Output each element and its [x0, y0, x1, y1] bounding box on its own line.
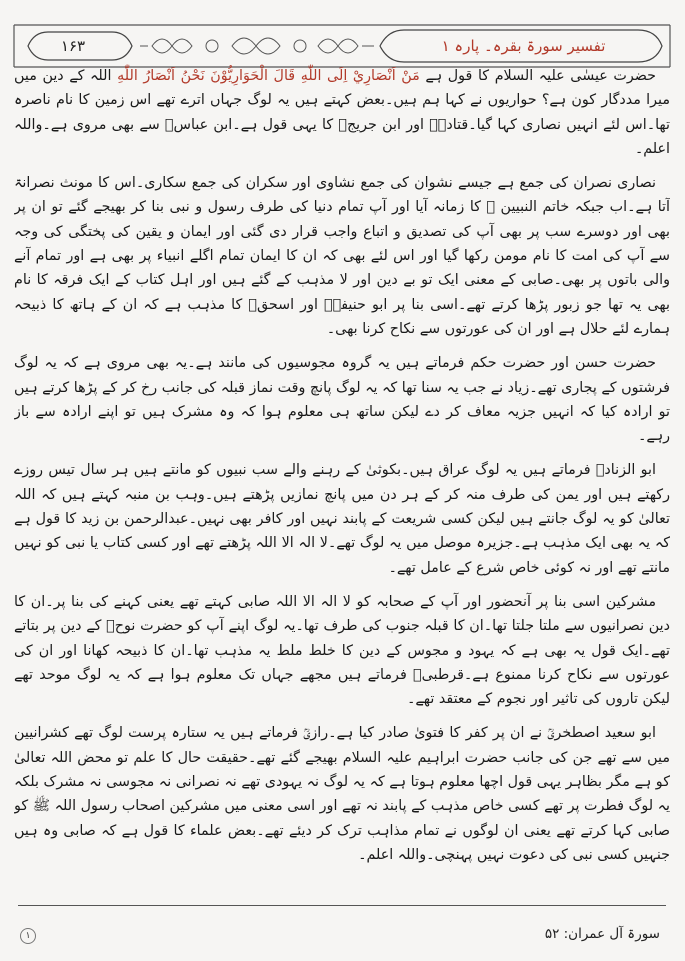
- paragraph-4: ابو الزنادؒ فرماتے ہیں یہ لوگ عراق ہیں۔بکوثیٰ کے رہنے والے سب نبیوں کو مانتے ہیں ہر سال تیس روزے رکھتے ہیں اور یمن کی طرف منہ کر کے ہر دن میں پانچ نمازیں پڑھتے ہیں۔وہب بن منبہ کہتے ہیں کہ اللہ تعالیٰ کو یہ لوگ جانتے ہیں لیکن کسی شریعت کے پابند نہیں اور کافر بھی نہیں۔عبدالرحمن بن زید کا قول ہے کہ یہ بھی ایک مذہب ہے۔جزیرہ موصل میں یہ لوگ تھے۔لا الہ الا اللہ پڑھتے تھے اور کسی کتاب یا نبی کو نہیں مانتے تھے اور نہ کوئی خاص شرع کے عامل تھے۔: [14, 462, 670, 576]
- paragraph-1: [14, 64, 670, 161]
- surah-title: تفسیر سورۃ بقرہ۔ پارہ ۱: [441, 37, 606, 55]
- footnote-reference: سورۃ آل عمران: ۵۲: [544, 926, 660, 942]
- paragraph-1-text-before: حضرت عیسٰی علیہ السلام کا قول ہے: [419, 68, 656, 84]
- page-number: ۱۶۳: [60, 37, 86, 55]
- paragraph-5: مشرکین اسی بنا پر آنحضور اور آپ کے صحابہ کو لا الہ الا اللہ صابی کہتے تھے یعنی کہنے کی بنا پر۔ان کا دین نصرانیوں سے ملتا جلتا تھا۔ان کا قبلہ جنوب کی طرف تھا۔یہ لوگ اپنے آپ کو حضرت نوحؑ کے دین پر بتاتے تھے۔ایک قول یہ بھی ہے کہ یہود و مجوس کے دین کا خلط ملط یہ مذہب تھا۔ان کا ذبیحہ کھانا اور ان کی عورتوں سے نکاح کرنا ممنوع ہے۔قرطبیؒ فرماتے ہیں مجھے جہاں تک معلوم ہوا ہے کہ یہ لوگ موحد تھے لیکن تاروں کی تاثیر اور نجوم کے معتقد تھے۔: [14, 593, 670, 708]
- paragraph-3: حضرت حسن اور حضرت حکم فرماتے ہیں یہ گروہ مجوسیوں کی مانند ہے۔یہ بھی مروی ہے کہ یہ لوگ فرشتوں کے پجاری تھے۔زیاد نے جب یہ سنا تھا کہ یہ لوگ پانچ وقت نماز قبلہ کی جانب رخ کر کے پڑھا کرتے ہیں تو ارادہ کیا کہ انہیں جزیہ معاف کر دے لیکن ساتھ ہی معلوم ہوا کہ وہ مشرک ہیں تو اپنے ارادہ سے باز رہے۔: [14, 355, 670, 445]
- footer-divider: [18, 905, 666, 906]
- quranic-verse: مَنْ اَنْصَارِيْ اِلَى اللّٰهِ قَالَ الْحَوَارِيُّوْنَ نَحْنُ اَنْصَارُ اللّٰهِ: [117, 68, 420, 84]
- footnote-marker: ۱: [20, 928, 36, 944]
- page-header: [12, 22, 672, 70]
- paragraph-6: ابو سعید اصطخریؒ نے ان پر کفر کا فتویٰ صادر کیا ہے۔رازیؒ فرماتے ہیں یہ ستارہ پرست لوگ تھے کشرانیین میں سے تھے جن کی جانب حضرت ابراہیم علیہ السلام بھیجے گئے تھے۔حقیقت حال کا علم تو محض اللہ تعالیٰ کو ہے مگر بظاہر یہی قول اچھا معلوم ہوتا ہے کہ یہ لوگ نہ یہودی تھے نہ نصرانی نہ مجوسی نہ مشرک بلکہ یہ لوگ فطرت پر تھے کسی خاص مذہب کے پابند نہ تھے اور اسی معنی میں مشرکین اصحاب رسول اللہ ﷺ کو صابی کہا کرتے تھے یعنی ان لوگوں نے تمام مذاہب ترک کر دیئے تھے۔بعض علماء کا قول ہے کہ صابی وہ ہیں جنہیں کسی نبی کی دعوت نہیں پہنچی۔واللہ اعلم۔: [14, 725, 670, 863]
- paragraph-1-text-after: اللہ کے دین میں میرا مددگار کون ہے؟ حواریوں نے کہا ہم ہیں۔بعض کہتے ہیں یہ لوگ جہاں اترے تھے اس زمین کا نام ناصرہ تھا۔اس لئے انہیں نصاری کہا گیا۔قتادہؒ اور ابن جریجؒ کا یہی قول ہے۔ابن عباسؓ سے بھی مروی ہے۔واللہ اعلم۔: [14, 68, 670, 157]
- main-text: [14, 64, 670, 894]
- paragraph-2: نصاری نصران کی جمع ہے جیسے نشوان کی جمع نشاوی اور سکران کی جمع سکاری۔اس کا مونث نصرانۃ آتا ہے۔اب جبکہ خاتم النبیین ﷺ کا زمانہ آیا اور آپ تمام دنیا کی طرف رسول و نبی بنا کر بھیجے گئے تو ان پر بھی اور دوسرے سب پر بھی آپ کی تصدیق و اتباع واجب قرار دی گئی اور ایمان و یقین کی پختگی کی وجہ سے آپ کی امت کا نام مومن رکھا گیا اور اس لئے بھی کہ ان کا ایمان تمام اگلے انبیاء پر بھی ہے اور تمام آنے والی باتوں پر بھی۔صابی کے معنی ایک تو بے دین اور لا مذہب کے گئے ہیں اور اہل کتاب کے ایک فرقہ کا نام بھی یہ تھا جو زبور پڑھا کرتے تھے۔اسی بنا پر ابو حنیفہؒ اور اسحقؒ کا مذہب ہے کہ ان کے ہاتھ کا ذبیحہ ہمارے لئے حلال ہے اور ان کی عورتوں سے نکاح کرنا بھی۔: [14, 175, 670, 337]
